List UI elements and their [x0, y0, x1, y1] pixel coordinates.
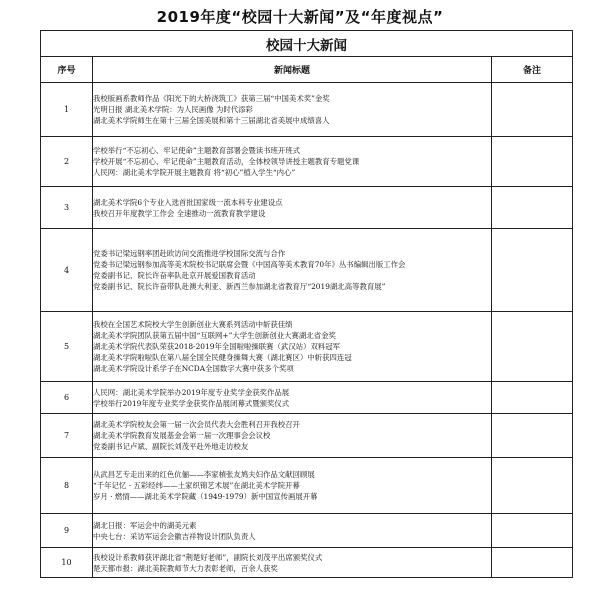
news-title: 我校召开年度教学工作会 全速推动一流教育教学建设 — [93, 208, 266, 218]
row-number: 9 — [41, 514, 93, 548]
row-number: 10 — [41, 548, 93, 578]
row-number: 5 — [41, 312, 93, 382]
table-row — [41, 514, 573, 548]
news-title: 楚天都市报：湖北美院教师节大力表彰老师，百余人获奖 — [93, 563, 278, 573]
row-number: 1 — [41, 83, 93, 137]
note-cell — [492, 187, 573, 229]
news-title: 学校举行2019年度专业奖学金获奖作品展闭幕式暨颁奖仪式 — [93, 398, 290, 408]
news-titles-cell — [93, 229, 492, 312]
note-cell — [492, 414, 573, 458]
news-title: 湖北美术学院教育发展基金会第一届一次理事会会议校 — [93, 431, 271, 440]
news-title: 湖北美术学院团队获第五届中国“互联网+”大学生创新创业大赛湖北省金奖 — [93, 331, 336, 340]
news-title: 光明日报 湖北美术学院：为人民画像 为时代添彩 — [93, 105, 253, 114]
news-title: “千年记忆 · 五彩经纬——土家织锦艺术展”在湖北美术学院开幕 — [93, 481, 300, 490]
document-title: 2019年度“校园十大新闻”及“年度视点” — [156, 8, 444, 26]
news-titles-cell — [93, 414, 492, 458]
section-title: 校园十大新闻 — [41, 31, 573, 57]
header-note: 备注 — [492, 57, 573, 83]
news-title: 湖北美术学院师生在第十三届全国美展和第十三届湖北省美展中成绩喜人 — [93, 116, 330, 125]
note-cell — [492, 312, 573, 382]
news-title: 人民网：湖北美术学院举办2019年度专业奖学金获奖作品展 — [93, 387, 290, 397]
note-cell — [492, 382, 573, 414]
note-cell — [492, 137, 573, 187]
news-title: 我校在全国艺术院校大学生创新创业大赛系列活动中斩获佳绩 — [93, 320, 293, 329]
table-row — [41, 312, 573, 382]
news-titles-cell — [93, 187, 492, 229]
news-title: 岁月 · 燃情——湖北美术学院藏（1949-1979）新中国宣传画展开幕 — [93, 492, 318, 501]
table-body — [41, 83, 573, 578]
news-title: 学校举行“不忘初心、牢记使命”主题教育部署会暨读书班开班式 — [93, 146, 301, 155]
news-title: 我校版画系教师作品《阳光下的大桥浇筑工》获第三届“中国美术奖”金奖 — [93, 94, 330, 103]
news-title: 党委副书记、院长许奋带队赴澳大利亚、新西兰参加湖北省教育厅“2019湖北高等教育展” — [93, 282, 386, 291]
row-number: 8 — [41, 458, 93, 514]
news-title: 学校开展“不忘初心、牢记使命”主题教育活动，全体校领导讲授主题教育专题党课 — [93, 157, 360, 166]
row-number: 2 — [41, 137, 93, 187]
table-row — [41, 229, 573, 312]
table-row — [41, 458, 573, 514]
table-row — [41, 414, 573, 458]
table-row — [41, 548, 573, 578]
news-title: 湖北美术学院校友会第一届一次会员代表大会胜利召开我校召开 — [93, 420, 300, 429]
header-row — [41, 57, 573, 83]
header-num: 序号 — [41, 57, 93, 83]
news-titles-cell — [93, 137, 492, 187]
table-row — [41, 382, 573, 414]
news-titles-cell — [93, 83, 492, 137]
news-titles-cell — [93, 514, 492, 548]
news-title: 湖北美术学院设计系学子在NCDA全国数字大赛中获多个奖项 — [93, 364, 294, 373]
row-number: 7 — [41, 414, 93, 458]
news-titles-cell — [93, 312, 492, 382]
news-titles-cell — [93, 458, 492, 514]
header-title: 新闻标题 — [93, 57, 492, 83]
table-row — [41, 137, 573, 187]
news-title: 中央七台：采访军运会会徽吉祥物设计团队负责人 — [93, 531, 256, 541]
news-title: 党委副书记、院长许奋率队赴京开展爱国教育活动 — [93, 271, 256, 280]
news-title: 我校设计系教师获评湖北省“荆楚好老师”，副院长刘茂平出席颁奖仪式 — [93, 552, 323, 562]
row-number: 3 — [41, 187, 93, 229]
row-number: 4 — [41, 229, 93, 312]
news-titles-cell — [93, 382, 492, 414]
news-title: 湖北美术学院啦啦队在第八届全国全民健身操舞大赛（湖北赛区）中斩获四连冠 — [93, 353, 352, 362]
news-title: 党委副书记卢斌、副院长刘茂平赴外地走访校友 — [93, 442, 249, 451]
note-cell — [492, 83, 573, 137]
table-row — [41, 187, 573, 229]
note-cell — [492, 458, 573, 514]
news-title: 党委书记梁远钢参加高等美术院校书记联席会暨《中国高等美术教育70年》丛书编辑出版工作会 — [93, 260, 406, 269]
news-titles-cell — [93, 548, 492, 578]
news-title: 湖北美术学院代表队荣获2018-2019年全国啦啦操联赛（武汉站）双料冠军 — [93, 342, 341, 351]
row-number: 6 — [41, 382, 93, 414]
news-title: 党委书记梁远钢率团赴欧访问交流推进学校国际交流与合作 — [93, 249, 286, 258]
news-title: 湖北日报：军运会中的湖美元素 — [93, 520, 197, 530]
news-title: 湖北美术学院6个专业入选首批国家级一流本科专业建设点 — [93, 197, 283, 207]
note-cell — [492, 514, 573, 548]
news-title: 从武昌艺专走出来的红色伉俪——李家楨张友鸠夫妇作品文献回顾展 — [93, 470, 315, 479]
note-cell — [492, 229, 573, 312]
note-cell — [492, 548, 573, 578]
news-table — [40, 30, 573, 578]
news-title: 人民网：湖北美术学院开展主题教育 将“初心”植入学生“内心” — [93, 168, 296, 177]
table-row — [41, 83, 573, 137]
